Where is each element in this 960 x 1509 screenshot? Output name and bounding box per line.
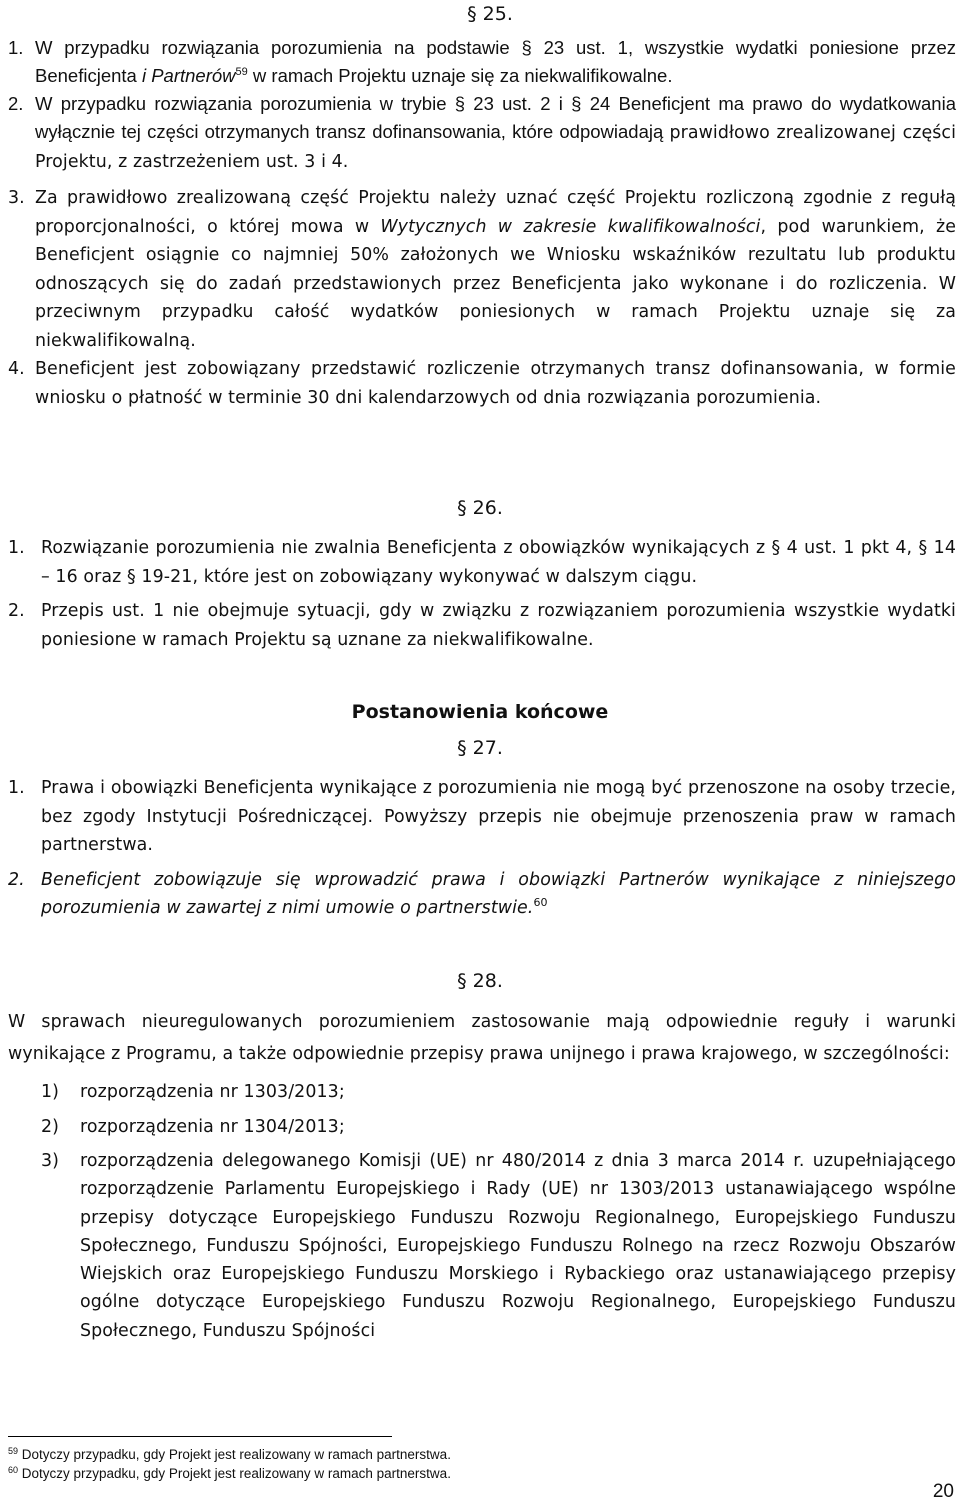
section-28-body bbox=[8, 1006, 956, 1345]
section-28-list-item-3: 3) rozporządzenia delegowanego Komisji (UE) nr 480/2014 z dnia 3 marca 2014 r. uzupełniającego rozporządzenie Parlamentu Europejskiego i Rady (UE) nr 1303/2013 ustanawiającego wspólne przepisy dotyczące Europejskiego Funduszu Rozwoju Regionalnego, Europejskiego Funduszu Społecznego, Funduszu Spójności, Europejskiego Funduszu Rolnego na rzecz Rozwoju Obszarów Wiejskich oraz Europejskiego Funduszu Morskiego i Rybackiego oraz ustanawiającego przepisy ogólne dotyczące Europejskiego Funduszu Rozwoju Regionalnego, Europejskiego Funduszu Społecznego, Funduszu Spójności bbox=[8, 1147, 956, 1345]
item-number: 1. bbox=[8, 538, 25, 558]
section-25-heading: § 25. bbox=[467, 3, 513, 25]
section-27-heading: § 27. bbox=[457, 737, 503, 759]
section-27-item-2: 2. Beneficjent zobowiązuje się wprowadzić prawa i obowiązki Partnerów wynikające z niniejszego porozumienia w zawartej z nimi umowie o partnerstwie.$^{60}$ bbox=[8, 866, 956, 923]
section-27-item-1: 1. Prawa i obowiązki Beneficjenta wynikające z porozumienia nie mogą być przenoszone na osoby trzecie, bez zgody Instytucji Pośredniczącej. Powyższy przepis nie obejmuje przenoszenia praw w ramach partnerstwa. bbox=[8, 774, 956, 860]
page-number: 20 bbox=[932, 1481, 954, 1502]
section-26-item-1: 1. Rozwiązanie porozumienia nie zwalnia Beneficjenta z obowiązków wynikających z § 4 ust. 1 pkt 4, § 14 – 16 oraz § 19-21, które jest on zobowiązany wykonywać w dalszym ciągu. bbox=[8, 534, 956, 591]
section-26-body bbox=[8, 534, 956, 654]
footnote-number: 59 bbox=[8, 1446, 19, 1456]
item-number: 1. bbox=[8, 37, 24, 58]
section-28-intro: W sprawach nieuregulowanych porozumieniem zastosowanie mają odpowiednie reguły i warunki wynikające z Programu, a także odpowiednie przepisy prawa unijnego i prawa krajowego, w szczególności: bbox=[8, 1012, 956, 1064]
footnote-60: $^{60}$ Dotyczy przypadku, gdy Projekt jest realizowany w ramach partnerstwa. bbox=[8, 1465, 451, 1481]
item-number: 1. bbox=[8, 778, 25, 798]
item-number: 4. bbox=[8, 359, 25, 379]
section-25-item-4: 4. Beneficjent jest zobowiązany przedstawić rozliczenie otrzymanych transz dofinansowania, w formie wniosku o płatność w terminie 30 dni kalendarzowych od dnia rozwiązania porozumienia. bbox=[8, 355, 956, 412]
section-28-heading: § 28. bbox=[457, 970, 503, 992]
section-28-list-item-1: 1) rozporządzenia nr 1303/2013; bbox=[8, 1078, 956, 1107]
item-number: 2. bbox=[8, 601, 25, 621]
section-28-list-item-2: 2) rozporządzenia nr 1304/2013; bbox=[8, 1113, 956, 1142]
section-25-item-2: 2. W przypadku rozwiązania porozumienia w trybie § 23 ust. 2 i § 24 Beneficjent ma prawo do wydatkowania wyłącznie tej części otrzymanych transz dofinansowania, które odpowiadają prawidłowo zrealizowanej części Projektu, z zastrzeżeniem ust. 3 i 4. bbox=[8, 90, 956, 176]
footnote-ref-59[interactable]: 59 bbox=[235, 66, 248, 78]
list-number: 3) bbox=[41, 1151, 60, 1171]
section-25-item-1: 1. W przypadku rozwiązania porozumienia na podstawie § 23 ust. 1, wszystkie wydatki poniesione przez Beneficjenta i Partnerów$^{59}$ w ramach Projektu uznaje się za niekwalifikowalne. bbox=[8, 34, 956, 90]
section-26-heading: § 26. bbox=[457, 497, 503, 519]
footnote-number: 60 bbox=[8, 1465, 19, 1475]
item-number: 2. bbox=[8, 93, 24, 114]
footnote-ref-60[interactable]: 60 bbox=[533, 896, 548, 909]
final-provisions-heading: Postanowienia końcowe bbox=[351, 701, 609, 723]
item-number: 2. bbox=[8, 869, 25, 890]
section-27-body bbox=[8, 774, 956, 923]
footnote-59: $^{59}$ Dotyczy przypadku, gdy Projekt jest realizowany w ramach partnerstwa. bbox=[8, 1446, 451, 1462]
section-25-body bbox=[8, 34, 956, 412]
item-number: 3. bbox=[8, 188, 25, 208]
list-number: 2) bbox=[41, 1116, 60, 1137]
section-25-item-3: 3. Za prawidłowo zrealizowaną część Projektu należy uznać część Projektu rozliczoną zgodnie z regułą proporcjonalności, o której mowa w Wytycznych w zakresie kwalifikowalności, pod warunkiem, że Beneficjent osiągnie co najmniej 50% założonych we Wniosku wskaźników rezultatu lub produktu odnoszących się do zadań przedstawionych przez Beneficjenta jako wykonane i do rozliczenia. W przeciwnym przypadku całość wydatków poniesionych w ramach Projektu uznaje się za niekwalifikowalną. bbox=[8, 184, 956, 355]
list-number: 1) bbox=[41, 1082, 60, 1102]
footnote-separator bbox=[8, 1436, 392, 1437]
section-26-item-2: 2. Przepis ust. 1 nie obejmuje sytuacji, gdy w związku z rozwiązaniem porozumienia wszystkie wydatki poniesione w ramach Projektu są uznane za niekwalifikowalne. bbox=[8, 597, 956, 654]
